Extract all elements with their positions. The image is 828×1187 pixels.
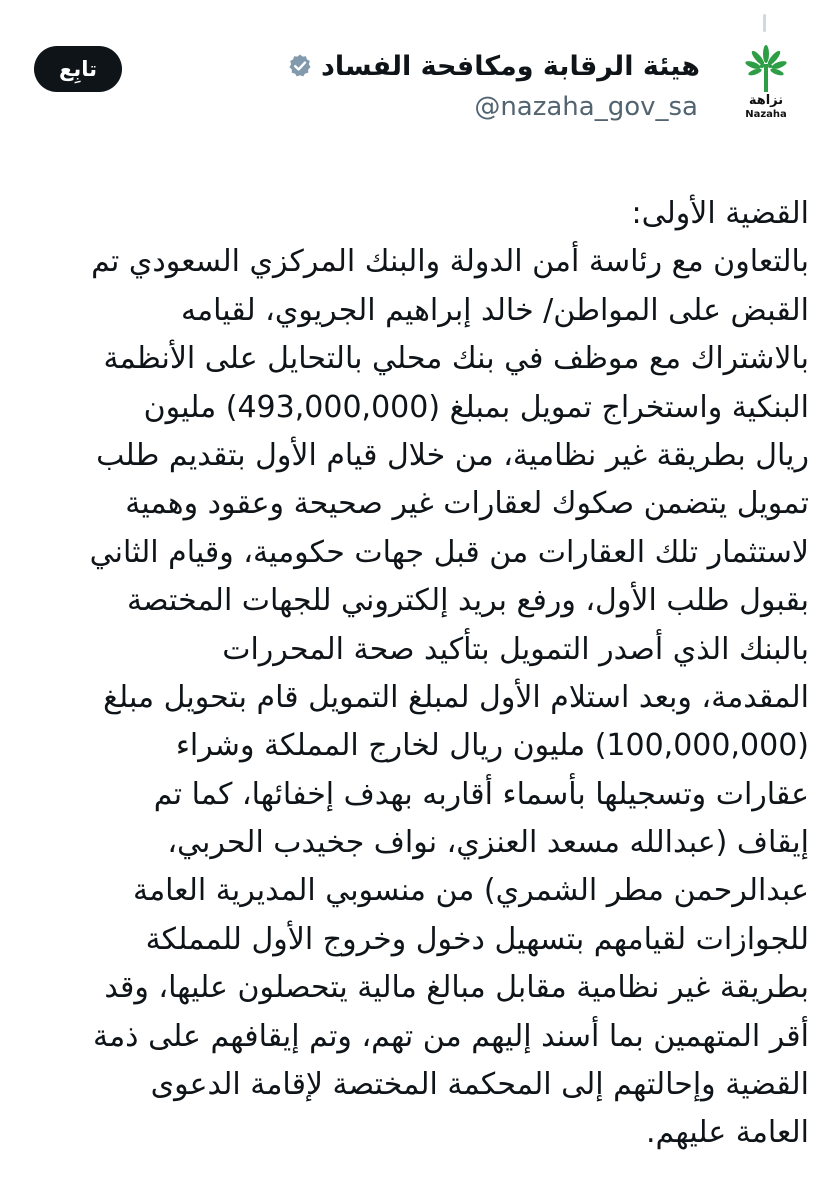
tweet-text-line: بقبول طلب الأول، ورفع بريد إلكتروني للجهات المختصة — [126, 583, 809, 619]
tweet-text-line: لاستثمار تلك العقارات من قبل جهات حكومية، وقيام الثاني — [89, 534, 809, 570]
tweet-text-line: بالبنك الذي أصدر التمويل بتأكيد صحة المحررات — [222, 631, 809, 667]
name-row — [287, 48, 700, 84]
tweet-text-line: إيقاف (عبدالله مسعد العنزي، نواف جخيدب الحربي، — [167, 825, 809, 861]
verified-badge-icon — [287, 53, 313, 79]
tweet-text-line: المقدمة، وبعد استلام الأول لمبلغ التمويل قام بتحويل مبلغ — [103, 679, 809, 715]
tweet-text-line: القبض على المواطن/ خالد إبراهيم الجريوي، لقيامه — [180, 292, 809, 328]
tweet-text — [20, 190, 809, 1158]
tweet-text-line: البنكية واستخراج تمويل بمبلغ (493,000,000) مليون — [143, 389, 809, 425]
tweet-text-line: بالتعاون مع رئاسة أمن الدولة والبنك المركزي السعودي تم — [91, 244, 809, 280]
tweet-text-line: بالاشتراك مع موظف في بنك محلي بالتحايل على الأنظمة — [103, 341, 809, 377]
tweet-text-line: القضية وإحالتهم إلى المحكمة المختصة لإقامة الدعوى — [150, 1067, 809, 1103]
tweet-text-line: أقر المتهمين بما أسند إليهم من تهم، وتم إيقافهم على ذمة — [93, 1018, 809, 1054]
display-name[interactable]: هيئة الرقابة ومكافحة الفساد — [320, 50, 700, 82]
tweet-text-line: عقارات وتسجيلها بأسماء أقاربه بهدف إخفائها، كما تم — [153, 776, 809, 812]
tweet-header — [0, 40, 828, 130]
tweet-text-line: عبدالرحمن مطر الشمري) من منسوبي المديرية العامة — [132, 873, 809, 909]
tweet-text-line: القضية الأولى: — [631, 196, 809, 231]
avatar[interactable] — [738, 44, 794, 128]
avatar-caption-english: Nazaha — [745, 109, 787, 120]
tweet-text-line: (100,000,000) مليون ريال لخارج المملكة وشراء — [175, 728, 809, 764]
tweet-text-line: بطريقة غير نظامية مقابل مبالغ مالية يتحصلون عليها، وقد — [104, 970, 809, 1006]
tweet-text-line: ريال بطريقة غير نظامية، من خلال قيام الأول بتقديم طلب — [96, 437, 809, 473]
drag-handle[interactable] — [763, 14, 766, 32]
follow-button[interactable]: تابِع — [34, 46, 122, 92]
avatar-caption-arabic: نزاهة — [748, 93, 784, 108]
tweet-text-line: تمويل يتضمن صكوك لعقارات غير صحيحة وعقود وهمية — [125, 486, 809, 522]
tweet-text-line: للجوازات لقيامهم بتسهيل دخول وخروج الأول للمملكة — [145, 921, 809, 957]
tweet-text-line: العامة عليهم. — [646, 1115, 809, 1151]
palm-tree-icon — [738, 44, 794, 94]
account-handle[interactable]: @nazaha_gov_sa — [474, 92, 698, 122]
